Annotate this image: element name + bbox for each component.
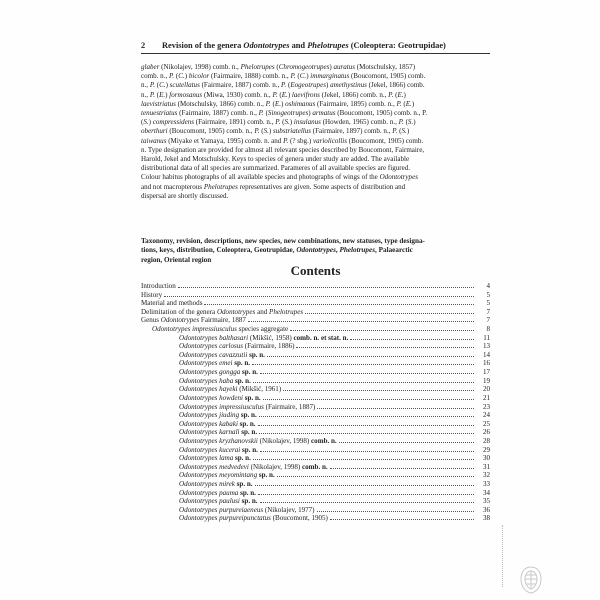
toc-title-part: species aggregate (236, 325, 289, 334)
table-of-contents (141, 281, 490, 522)
toc-page-number: 28 (482, 436, 490, 445)
keywords-line: Taxonomy, revision, descriptions, new species, new combinations, new statuses, type designa- (141, 237, 425, 245)
toc-title-part: Odontotrypes gongga (179, 368, 241, 377)
toc-leader-dots (204, 298, 474, 305)
toc-page-number: 26 (482, 428, 490, 437)
toc-leader-dots (277, 470, 474, 477)
title-part: Odontotrypes (243, 41, 290, 50)
toc-title-part: Odontotrypes pauma (179, 488, 239, 497)
toc-page-number: 38 (482, 514, 490, 523)
margin-rule (502, 525, 503, 587)
toc-page-number: 14 (482, 350, 490, 359)
abstract-line: oberthuri (Boucomont, 1905) comb. n., P. (S.) substriatellus (Fairmaire, 1897) comb. n., P. (S.) (141, 127, 410, 136)
toc-title-part: sp. n. (247, 350, 265, 359)
toc-title-part: and (255, 307, 270, 316)
toc-entry-title (179, 506, 315, 515)
abstract-line: comb. n., P. (C.) bicolor (Fairmaire, 1888) comb. n., P. (C.) immarginatus (Boucomont, 1905) comb. (141, 72, 426, 81)
toc-entry[interactable] (141, 445, 490, 454)
toc-title-part: (Boucomont, 1905) (270, 514, 328, 523)
toc-entry-title (141, 316, 246, 325)
toc-title-part: sp. n. (239, 428, 258, 437)
toc-leader-dots (339, 436, 474, 443)
toc-title-part: Odontotrypes purpureiaeneus (179, 505, 264, 514)
toc-page-number: 21 (482, 393, 490, 402)
title-part: Revision of the genera (162, 41, 244, 50)
toc-leader-dots (164, 290, 474, 297)
toc-page-number: 16 (482, 359, 490, 368)
toc-entry[interactable] (141, 298, 490, 307)
toc-page-number: 24 (482, 411, 490, 420)
abstract-line: taiwanus (Miyake et Yamaya, 1995) comb. n. and P. (? sbg.) variolicollis (Boucomont, 1905) comb. (141, 136, 424, 145)
toc-page-number: 17 (482, 368, 490, 377)
toc-leader-dots (330, 513, 474, 520)
toc-entry[interactable] (141, 462, 490, 471)
toc-leader-dots (258, 419, 474, 426)
toc-entry-title (141, 291, 162, 300)
toc-title-part: sp. n. (240, 368, 258, 377)
toc-title-part: Introduction (141, 282, 176, 290)
publisher-emblem-icon (516, 565, 546, 595)
toc-title-part: Delimitation of the genera (141, 307, 217, 316)
toc-entry[interactable] (141, 350, 490, 359)
toc-page-number: 29 (482, 445, 490, 454)
toc-entry-title (179, 368, 258, 377)
toc-title-part: sp. n. (257, 471, 275, 480)
toc-title-part: (Fairmaire, 1887) (263, 402, 316, 411)
toc-entry[interactable] (141, 358, 490, 367)
toc-title-part: Odontotrypes emei (179, 359, 233, 368)
toc-leader-dots (252, 358, 474, 365)
contents-heading: Contents (290, 263, 341, 278)
abstract-line: Colour habitus photographs of all available species and photographs of wings of the Odontotrypes (141, 173, 418, 182)
toc-title-part: Odontotrypes howdeni (179, 393, 244, 402)
toc-entry[interactable] (141, 513, 490, 522)
toc-entry-title (179, 454, 251, 463)
toc-title-part: Odontotrypes balthasari (179, 333, 249, 342)
toc-page-number: 5 (486, 299, 490, 308)
abstract-line: Harold, Jekel and Motschulsky. Keys to species of genera under study are added. The available (141, 155, 410, 164)
toc-title-part: (Nikolajev, 1977) (263, 505, 315, 514)
keywords-block (141, 237, 490, 265)
toc-title-part: sp. n. (238, 488, 256, 497)
toc-title-part: comb. n. et stat. n. (293, 333, 349, 342)
toc-leader-dots (260, 445, 474, 452)
toc-title-part: Fairmaire, 1887 (199, 316, 246, 325)
toc-entry[interactable] (141, 376, 490, 385)
toc-title-part: Odontotrypes purpureipunctatus (179, 514, 271, 523)
toc-title-part: Odontotrypes carlosus (179, 342, 244, 351)
toc-page-number: 5 (486, 290, 490, 299)
toc-title-part: (Mikšić, 1961) (237, 385, 282, 394)
toc-leader-dots (290, 324, 474, 331)
toc-entry-title (179, 394, 261, 403)
toc-entry-title (179, 446, 258, 455)
toc-entry-title (179, 420, 256, 429)
toc-title-part: Material and methods (141, 299, 203, 308)
toc-title-part: Genus (141, 316, 161, 325)
toc-leader-dots (267, 350, 474, 357)
toc-page-number: 32 (482, 471, 490, 480)
toc-leader-dots (317, 505, 474, 512)
keywords-line: tions, keys, distribution, Coleoptera, Geotrupidae, Odontotrypes, Phelotrupes, Palaearctic (141, 246, 413, 255)
toc-entry[interactable] (141, 393, 490, 402)
toc-title-part: sp. n. (233, 454, 251, 463)
toc-title-part: Odontotrypes kucerai (179, 445, 241, 454)
toc-title-part: comb. n. (311, 436, 337, 445)
toc-title-part: sp. n. (243, 393, 261, 402)
toc-entry-title (152, 325, 288, 334)
running-title (162, 41, 446, 50)
toc-title-part: Odontotrypes hayeki (179, 385, 238, 394)
toc-entry[interactable] (141, 505, 490, 514)
toc-page-number: 20 (482, 385, 490, 394)
toc-page-number: 7 (486, 307, 490, 316)
toc-entry-title (179, 428, 257, 437)
toc-entry[interactable] (141, 333, 490, 342)
keywords-line: region, Oriental region (141, 255, 212, 264)
toc-entry[interactable] (141, 281, 490, 290)
toc-leader-dots (259, 427, 474, 434)
title-part: (Coleoptera: Geotrupidae) (348, 41, 446, 50)
toc-entry[interactable] (141, 436, 490, 445)
toc-title-part: Odontotrypes haba (179, 376, 234, 385)
abstract-line: dispersal are shortly discussed. (141, 191, 229, 200)
toc-leader-dots (259, 410, 474, 417)
abstract-line: laevistriatus (Motschulsky, 1866) comb. n., P. (E.) oshimanus (Fairmaire, 1895) comb. n., P. (E.) (141, 99, 415, 108)
toc-title-part: Odontotrypes medvedevi (179, 462, 249, 471)
toc-title-part: sp. n. (233, 376, 251, 385)
toc-title-part: sp. n. (232, 359, 251, 368)
abstract-line: n., P. (C.) scutellatus (Fairmaire, 1887) comb. n., P. (Eogeotrupes) amethystinus (Jekel, 1866) comb. (141, 81, 425, 90)
toc-page-number: 19 (482, 376, 490, 385)
toc-entry[interactable] (141, 290, 490, 299)
toc-entry[interactable] (141, 402, 490, 411)
toc-leader-dots (248, 315, 474, 322)
toc-title-part: Odontotrypes impressiusculus (152, 325, 237, 334)
toc-title-part: Odontotrypes jiuding (179, 411, 240, 420)
toc-entry-title (141, 299, 202, 308)
abstract-line: tenuestriatus (Fairmaire, 1887) comb. n., P. (Sinogeotrupes) armatus (Boucomont, 1905) comb. n., P. (141, 109, 428, 118)
toc-entry[interactable] (141, 488, 490, 497)
toc-title-part: Odontotrypes lama (179, 454, 234, 463)
toc-page-number: 11 (483, 333, 490, 342)
toc-title-part: (Mikšić, 1958) (248, 333, 294, 342)
toc-page-number: 30 (482, 454, 490, 463)
toc-page-number: 4 (486, 282, 490, 290)
toc-page-number: 8 (486, 325, 490, 334)
toc-title-part: Odontotrypes kryzhanovskii (179, 436, 258, 445)
header-rule (141, 53, 490, 54)
abstract-line: and not macropterous Phelotrupes representatives are given. Some aspects of distribution and (141, 182, 406, 191)
toc-title-part: sp. n. (239, 497, 258, 506)
toc-title-part: Odontotrypes (160, 316, 200, 325)
toc-leader-dots (350, 333, 474, 340)
toc-leader-dots (258, 488, 474, 495)
toc-title-part: sp. n. (234, 480, 253, 489)
toc-leader-dots (330, 462, 474, 469)
toc-leader-dots (317, 402, 474, 409)
toc-page-number: 33 (482, 480, 490, 489)
toc-leader-dots (305, 307, 474, 314)
page-number: 2 (141, 41, 146, 50)
toc-entry[interactable] (141, 384, 490, 393)
toc-leader-dots (283, 384, 474, 391)
toc-title-part: Odontotrypes impressiusculus (179, 402, 264, 411)
toc-entry-title (179, 497, 258, 506)
toc-entry[interactable] (141, 470, 490, 479)
toc-page-number: 7 (486, 316, 490, 325)
toc-page-number: 13 (482, 342, 490, 351)
toc-entry[interactable] (141, 427, 490, 436)
toc-leader-dots (263, 393, 474, 400)
toc-title-part: sp. n. (239, 411, 257, 420)
toc-entry-title (179, 489, 256, 498)
toc-title-part: comb. n. (302, 462, 328, 471)
toc-title-part: Odontotrypes (216, 307, 256, 316)
toc-entry-title (179, 377, 251, 386)
abstract-line: distributional data of all species are summarized. Parameres of all available species are figured. (141, 164, 411, 173)
toc-title-part: Odontotrypes mirek (179, 480, 235, 489)
abstract-line: n. Type designation are provided for almost all relevant species described by Boucomont, Fairmaire, (141, 145, 425, 154)
title-part: and (289, 41, 308, 50)
toc-entry[interactable] (141, 453, 490, 462)
toc-title-part: Odontotrypes kabaki (179, 419, 238, 428)
toc-entry[interactable] (141, 419, 490, 428)
toc-page-number: 35 (482, 497, 490, 506)
toc-title-part: sp. n. (237, 419, 256, 428)
toc-entry[interactable] (141, 341, 490, 350)
toc-entry[interactable] (141, 479, 490, 488)
abstract-line: glaber (Nikolajev, 1998) comb. n., Phelotrupes (Chromogeotrupes) auratus (Motschulsky, 1857) (141, 63, 416, 71)
toc-entry[interactable] (141, 324, 490, 333)
toc-title-part: (Nikolajev, 1998) (248, 462, 303, 471)
toc-title-part: (Nikolajev, 1998) (257, 436, 312, 445)
toc-entry[interactable] (141, 315, 490, 324)
toc-entry-title (179, 480, 253, 489)
toc-entry-title (179, 514, 328, 523)
toc-page-number: 31 (482, 462, 490, 471)
title-part: Phelotrupes (307, 41, 349, 50)
toc-entry[interactable] (141, 496, 490, 505)
toc-title-part: Odontotrypes meyomintang (179, 471, 258, 480)
toc-title-part: Odontotrypes karnali (179, 428, 240, 437)
toc-title-part: sp. n. (240, 445, 258, 454)
toc-page-number: 34 (482, 488, 490, 497)
toc-title-part: Odontotrypes cavazzutii (179, 350, 248, 359)
toc-title-part: (Fairmaire, 1886) (243, 342, 295, 351)
toc-leader-dots (260, 367, 474, 374)
toc-title-part: Phelotrupes (269, 307, 304, 316)
abstract-line: n., P. (E.) formosanus (Miwa, 1930) comb. n., P. (E.) laevifrons (Jekel, 1866) comb. n., P. (E.) (141, 90, 406, 99)
abstract-line: (S.) compressidens (Fairmaire, 1891) comb. n., P. (S.) insulanus (Howden, 1965) comb. n., P. (S.) (141, 118, 416, 127)
toc-entry[interactable] (141, 410, 490, 419)
toc-title-part: Odontotrypes paulusi (179, 497, 240, 506)
toc-page-number: 36 (482, 505, 490, 514)
toc-leader-dots (260, 496, 474, 503)
toc-entry[interactable] (141, 307, 490, 316)
toc-leader-dots (178, 281, 474, 288)
toc-leader-dots (253, 453, 474, 460)
toc-entry-title (179, 411, 257, 420)
toc-page-number: 23 (482, 402, 490, 411)
abstract-text (141, 63, 490, 201)
toc-leader-dots (296, 341, 474, 348)
toc-entry[interactable] (141, 367, 490, 376)
toc-entry-title (179, 359, 250, 368)
toc-leader-dots (255, 479, 474, 486)
toc-leader-dots (253, 376, 474, 383)
toc-page-number: 25 (482, 419, 490, 428)
toc-title-part: History (141, 290, 163, 299)
